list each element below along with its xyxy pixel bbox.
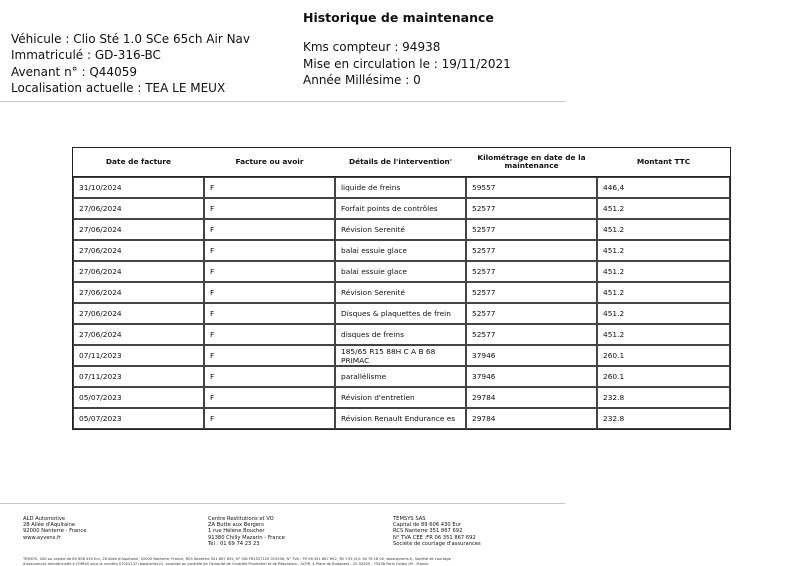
cell-date: 27/06/2024 (73, 303, 204, 324)
contract-amendment: Avenant n° : Q44059 (11, 64, 137, 79)
cell-type: F (204, 198, 335, 219)
vehicle-registration: Immatriculé : GD-316-BC (11, 48, 161, 63)
legal-line: TEMSYS, SAS au capital de 89 606 430 Eur, 28 Allée d'Aquitaine, 92000 Nanterre, France, RCS Nanterre 351 867 692, N° ISN FR2527125 015508, N° TVA : FR 06 351 867 692, Tél +33 (0)1 56 76 18 00, www.ayvens.fr, Société de courtage (23, 557, 451, 561)
cell-date: 27/06/2024 (73, 219, 204, 240)
cell-mileage: 52577 (466, 198, 597, 219)
cell-details: disques de freins (335, 324, 466, 345)
footer-line: Société de courtage d'assurances (393, 540, 481, 547)
cell-type: F (204, 345, 335, 366)
registration-date: Mise en circulation le : 19/11/2021 (303, 56, 511, 71)
column-header-amount: Montant TTC (597, 148, 730, 177)
cell-amount: 451.2 (597, 303, 730, 324)
footer-line: Capital de 89 606 430 Eur (393, 522, 462, 529)
cell-details: Disques & plaquettes de frein (335, 303, 466, 324)
footer-line: Centre Restitutions et VO (208, 516, 274, 522)
vehicle-model: Véhicule : Clio Sté 1.0 SCe 65ch Air Nav (11, 32, 251, 46)
cell-details: Forfait points de contrôles (335, 198, 466, 219)
table-row (73, 177, 730, 198)
cell-details: liquide de freins (335, 177, 466, 198)
cell-date: 05/07/2023 (73, 387, 204, 408)
table-row (73, 345, 730, 366)
cell-amount: 260.1 (597, 345, 730, 366)
vehicle-meta (303, 39, 511, 89)
cell-amount: 446,4 (597, 177, 730, 198)
footer-line: ALD Automotive (23, 516, 66, 522)
cell-type: F (204, 303, 335, 324)
cell-details: 185/65 R15 88H C A B 68 PRIMAC (335, 345, 466, 366)
footer-company (23, 516, 86, 541)
legal-line: d'assurances immatriculée à l'ORIAS sous le numéro 07022137 (www.orias.fr), soumise au contrôle de l'Autorité de Contrôle Prudentiel et de Résolution - ACPR, 4 Place de Budapest - CS 92459 - 75436 Paris Cedex 09 - France (23, 561, 429, 566)
footer-line: Tél : 01 69 74 23 23 (208, 540, 260, 547)
table-row (73, 303, 730, 324)
cell-type: F (204, 387, 335, 408)
cell-amount: 451.2 (597, 219, 730, 240)
column-header-mileage: Kilométrage en date de la maintenance (466, 148, 597, 177)
cell-details: parallélisme (335, 366, 466, 387)
cell-details: balai essuie glace (335, 261, 466, 282)
cell-amount: 260.1 (597, 366, 730, 387)
cell-amount: 232.8 (597, 387, 730, 408)
cell-details: balai essuie glace (335, 240, 466, 261)
cell-type: F (204, 177, 335, 198)
cell-date: 27/06/2024 (73, 198, 204, 219)
cell-type: F (204, 282, 335, 303)
footer-line: RCS Nanterre 351 867 692 (393, 528, 463, 535)
cell-mileage: 52577 (466, 324, 597, 345)
vehicle-info (11, 31, 250, 96)
page-title: Historique de maintenance (303, 10, 494, 25)
cell-date: 05/07/2023 (73, 408, 204, 429)
cell-date: 27/06/2024 (73, 324, 204, 345)
cell-mileage: 29784 (466, 387, 597, 408)
cell-type: F (204, 261, 335, 282)
footer-return-center (208, 516, 285, 547)
cell-details: Révision d'entretien (335, 387, 466, 408)
column-header-date: Date de facture (73, 148, 204, 177)
cell-mileage: 29784 (466, 408, 597, 429)
cell-type: F (204, 324, 335, 345)
footer-line: ZA Butte aux Bergers (208, 522, 264, 529)
cell-amount: 451.2 (597, 261, 730, 282)
cell-amount: 451.2 (597, 324, 730, 345)
cell-date: 27/06/2024 (73, 261, 204, 282)
footer-line: TEMSYS SAS (393, 516, 426, 522)
column-header-details: Détails de l'intervention' (335, 148, 466, 177)
footer-broker (393, 516, 481, 547)
footer-line: 92000 Nanterre - France (23, 528, 87, 535)
footer-line: N° TVA CEE :FR 06 351 867 692 (393, 534, 476, 541)
column-header-type: Facture ou avoir (204, 148, 335, 177)
cell-type: F (204, 240, 335, 261)
table-row (73, 324, 730, 345)
table-row (73, 261, 730, 282)
table-row (73, 240, 730, 261)
odometer: Kms compteur : 94938 (303, 40, 441, 54)
footer-divider (0, 503, 565, 504)
cell-date: 07/11/2023 (73, 345, 204, 366)
vehicle-location: Localisation actuelle : TEA LE MEUX (11, 80, 226, 95)
header-divider (0, 101, 565, 102)
table-row (73, 408, 730, 429)
cell-date: 27/06/2024 (73, 240, 204, 261)
cell-amount: 451.2 (597, 198, 730, 219)
maintenance-table (72, 147, 731, 430)
cell-details: Révision Renault Endurance es (335, 408, 466, 429)
cell-type: F (204, 366, 335, 387)
cell-date: 07/11/2023 (73, 366, 204, 387)
table-body (73, 177, 730, 429)
footer-line: 1 rue Hélène Boucher (208, 528, 265, 535)
cell-type: F (204, 219, 335, 240)
table-row (73, 219, 730, 240)
cell-mileage: 52577 (466, 303, 597, 324)
table-row (73, 366, 730, 387)
cell-details: Révision Serenité (335, 282, 466, 303)
table-header-row (73, 148, 730, 177)
footer-line: 91380 Chilly Mazarin - France (208, 534, 285, 541)
cell-date: 27/06/2024 (73, 282, 204, 303)
cell-mileage: 52577 (466, 261, 597, 282)
footer-line: 28 Allée d'Aquitaine (23, 522, 76, 529)
cell-mileage: 37946 (466, 366, 597, 387)
cell-amount: 232.8 (597, 408, 730, 429)
cell-amount: 451.2 (597, 240, 730, 261)
cell-mileage: 52577 (466, 219, 597, 240)
cell-mileage: 52577 (466, 282, 597, 303)
table-row (73, 198, 730, 219)
cell-mileage: 52577 (466, 240, 597, 261)
cell-mileage: 59557 (466, 177, 597, 198)
cell-date: 31/10/2024 (73, 177, 204, 198)
model-year: Année Millésime : 0 (303, 73, 421, 87)
cell-amount: 451.2 (597, 282, 730, 303)
cell-mileage: 37946 (466, 345, 597, 366)
table-row (73, 387, 730, 408)
table-row (73, 282, 730, 303)
footer-link[interactable]: www.ayvens.fr (23, 534, 62, 541)
cell-details: Révision Serenité (335, 219, 466, 240)
cell-type: F (204, 408, 335, 429)
